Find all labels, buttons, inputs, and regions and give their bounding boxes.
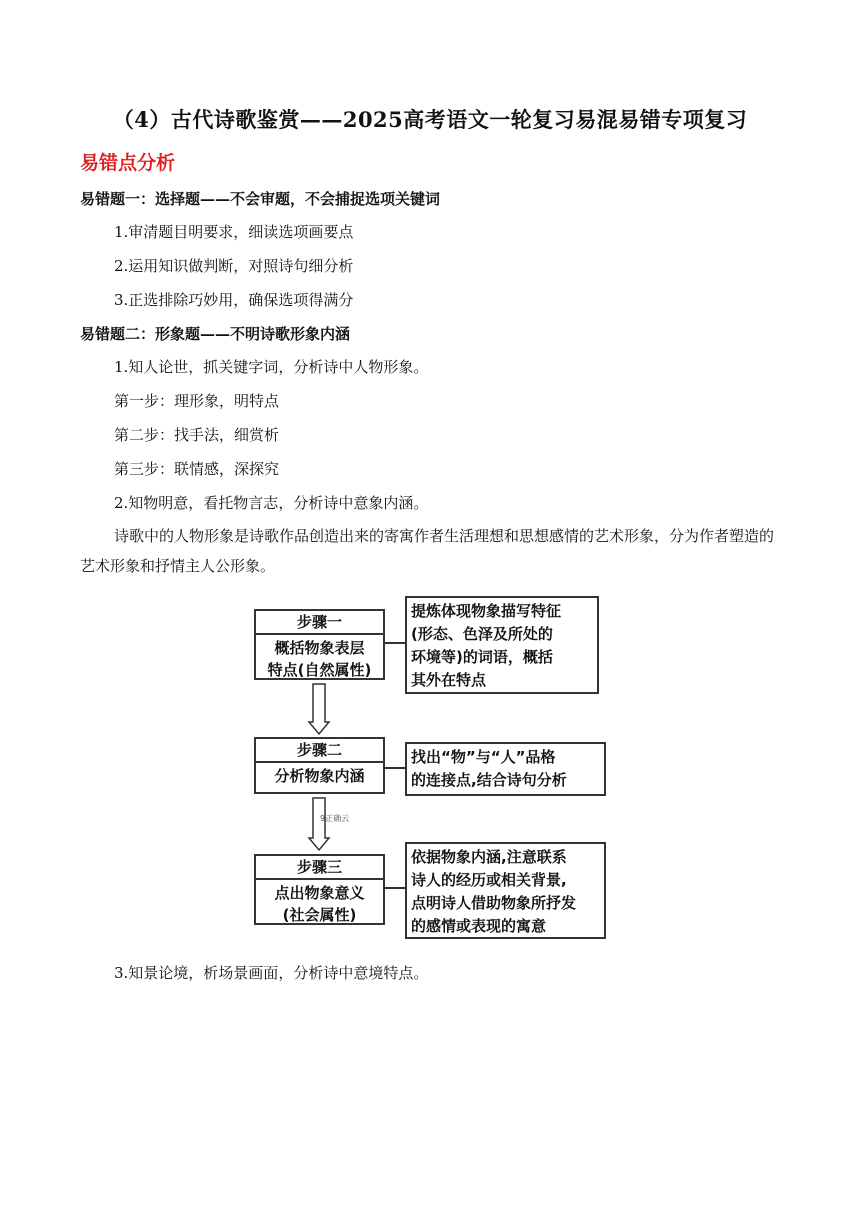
q2-step-1: 第一步：理形象，明特点 (114, 392, 280, 410)
step-1-line-2: 特点(自然属性) (267, 661, 372, 679)
q2-item-2: 2.知物明意，看托物言志，分析诗中意象内涵。 (114, 494, 429, 512)
desc-2-line-2: 的连接点,结合诗句分析 (411, 771, 567, 789)
desc-3-line-1: 依据物象内涵,注意联系 (411, 848, 567, 866)
desc-3-line-2: 诗人的经历或相关背景, (411, 871, 567, 889)
desc-1-line-2: (形态、色泽及所处的 (411, 625, 553, 643)
q1-item-1: 1.审清题目明要求，细读选项画要点 (114, 223, 354, 241)
desc-2-line-1: 找出“物”与“人”品格 (411, 748, 556, 766)
step-1-line-1: 概括物象表层 (274, 639, 365, 657)
q2-step-2: 第二步：找手法，细赏析 (114, 426, 280, 444)
desc-3-line-4: 的感情或表现的寓意 (411, 917, 547, 935)
step-3-line-1: 点出物象意义 (274, 884, 365, 902)
q1-item-3: 3.正选排除巧妙用，确保选项得满分 (114, 291, 354, 309)
watermark-text: 9正确云 (320, 814, 350, 823)
question-heading-2: 易错题二：形象题——不明诗歌形象内涵 (80, 325, 351, 343)
step-1-title: 步骤一 (256, 611, 383, 635)
desc-1-line-3: 环境等)的词语，概括 (411, 648, 553, 666)
desc-3-line-3: 点明诗人借助物象所抒发 (411, 894, 577, 912)
q2-item-1: 1.知人论世，抓关键字词，分析诗中人物形象。 (114, 358, 429, 376)
page-title: （4）古代诗歌鉴赏——2025高考语文一轮复习易混易错专项复习 (112, 107, 748, 132)
step-3-title: 步骤三 (256, 856, 383, 880)
section-heading: 易错点分析 (80, 152, 176, 174)
desc-1-line-1: 提炼体现物象描写特征 (411, 602, 562, 620)
step-2-title: 步骤二 (256, 739, 383, 763)
step-3-line-2: (社会属性) (282, 906, 357, 924)
q2-step-3: 第三步：联情感，深探究 (114, 460, 280, 478)
explanation-paragraph: 诗歌中的人物形象是诗歌作品创造出来的寄寓作者生活理想和思想感情的艺术形象，分为作者塑造的艺术形象和抒情主人公形象。 (80, 527, 775, 575)
question-heading-1: 易错题一：选择题——不会审题，不会捕捉选项关键词 (80, 190, 441, 208)
step-2-line-1: 分析物象内涵 (274, 767, 365, 785)
down-arrow-icon-1 (309, 684, 329, 734)
down-arrow-icon-2 (309, 798, 329, 850)
q2-item-3: 3.知景论境，析场景画面，分析诗中意境特点。 (114, 964, 429, 982)
q1-item-2: 2.运用知识做判断，对照诗句细分析 (114, 257, 354, 275)
desc-1-line-4: 其外在特点 (411, 671, 487, 689)
